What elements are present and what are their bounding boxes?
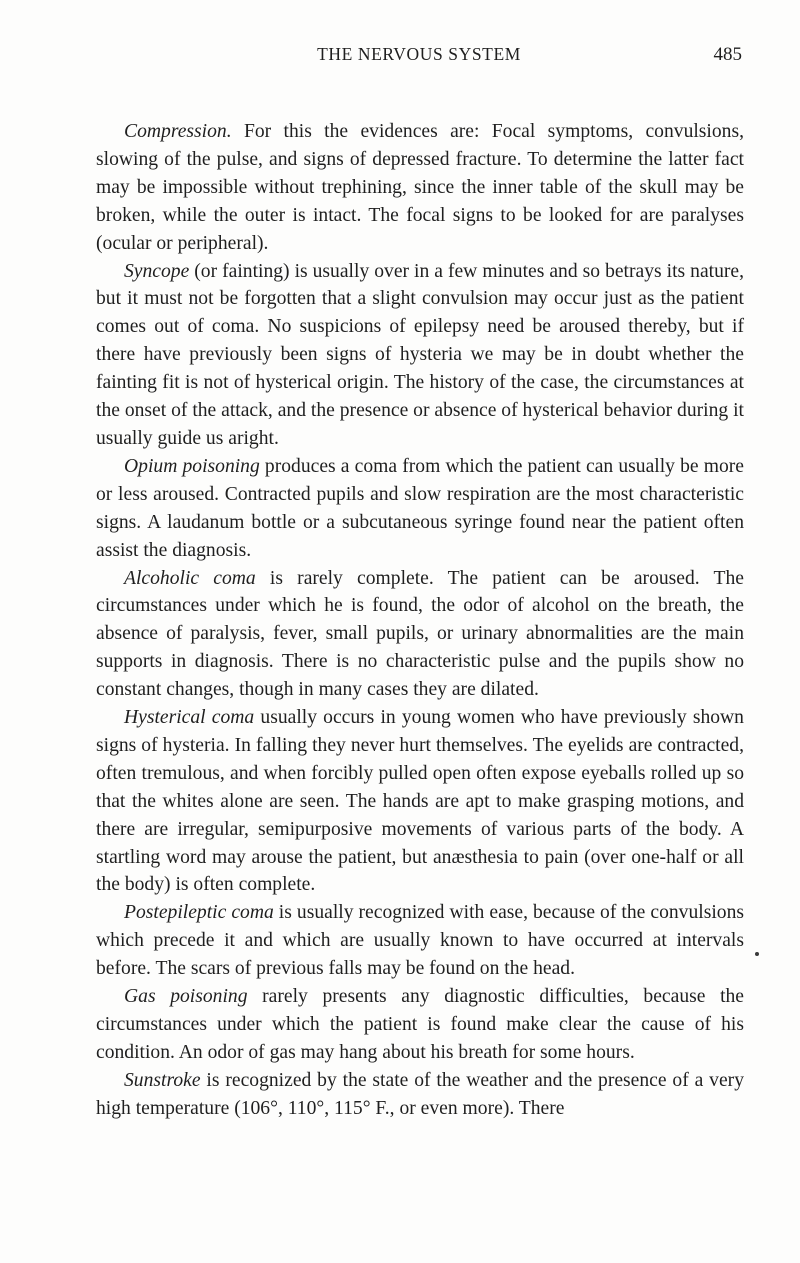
paragraph-sunstroke: [96, 1067, 744, 1123]
term-postepileptic-coma: Postepileptic coma: [124, 902, 274, 924]
term-opium-poisoning: Opium poisoning: [124, 455, 260, 477]
paragraph-text: For this the evidences are: Focal symptoms, convulsions, slowing of the pulse, and signs of depressed fracture. To determine the latter fact may be impossible without trephining, since the inner table of the skull may be broken, while the outer is intact. The focal signs to be looked for are paralyses (ocular or peripheral).: [96, 121, 744, 254]
paragraph-text: is usually recognized with ease, because of the convulsions which precede it and which are usually known to have occurred at intervals before. The scars of previous falls may be found on the head.: [96, 902, 744, 980]
term-gas-poisoning: Gas poisoning: [124, 986, 248, 1008]
body-text: [96, 118, 744, 1123]
paragraph-compression: [96, 118, 744, 258]
paragraph-text: (or fainting) is usually over in a few minutes and so betrays its nature, but it must not be forgotten that a slight convulsion may occur just as the patient comes out of coma. No suspicions of epilepsy need be aroused thereby, but if there have previously been signs of hysteria we may be in doubt whether the fainting fit is not of hysterical origin. The history of the case, the circumstances at the onset of the attack, and the presence or absence of hysterical behavior during it usually guide us aright.: [96, 260, 744, 449]
page-number: 485: [713, 44, 742, 65]
term-sunstroke: Sunstroke: [124, 1069, 201, 1091]
paragraph-text: usually occurs in young women who have previously shown signs of hysteria. In falling they never hurt themselves. The eyelids are contracted, often tremulous, and when forcibly pulled open often expose eyeballs rolled up so that the whites alone are seen. The hands are apt to make grasping motions, and there are irregular, semipurposive movements of various parts of the body. A startling word may arouse the patient, but anæsthesia to pain (over one-half or all the body) is often complete.: [96, 707, 744, 896]
term-hysterical-coma: Hysterical coma: [124, 707, 255, 729]
paragraph-postepileptic-coma: [96, 899, 744, 983]
term-compression: Compression.: [124, 121, 232, 142]
paragraph-syncope: [96, 258, 744, 453]
paragraph-text: rarely presents any diagnostic difficulties, because the circumstances under which the patient is found make clear the cause of his condition. An odor of gas may hang about his breath for some hours.: [96, 986, 745, 1063]
paragraph-alcoholic-coma: [96, 565, 744, 705]
running-header: [96, 44, 742, 74]
margin-speck: [755, 952, 759, 956]
paragraph-text: produces a coma from which the patient can usually be more or less aroused. Contracted pupils and slow respiration are the most characteristic signs. A laudanum bottle or a subcutaneous syringe found near the patient often assist the diagnosis.: [96, 455, 744, 561]
running-title: THE NERVOUS SYSTEM: [317, 44, 521, 64]
paragraph-gas-poisoning: [96, 983, 744, 1067]
term-syncope: Syncope: [124, 260, 190, 282]
paragraph-hysterical-coma: [96, 704, 744, 899]
term-alcoholic-coma: Alcoholic coma: [124, 567, 256, 589]
paragraph-opium-poisoning: [96, 453, 744, 565]
paragraph-text: is rarely complete. The patient can be aroused. The circumstances under which he is found, the odor of alcohol on the breath, the absence of paralysis, fever, small pupils, or urinary abnormalities are the main supports in diagnosis. There is no characteristic pulse and the pupils show no constant changes, though in many cases they are dilated.: [96, 567, 744, 701]
paragraph-text: is recognized by the state of the weather and the presence of a very high temperature (106°, 110°, 115° F., or even more). There: [96, 1069, 744, 1119]
